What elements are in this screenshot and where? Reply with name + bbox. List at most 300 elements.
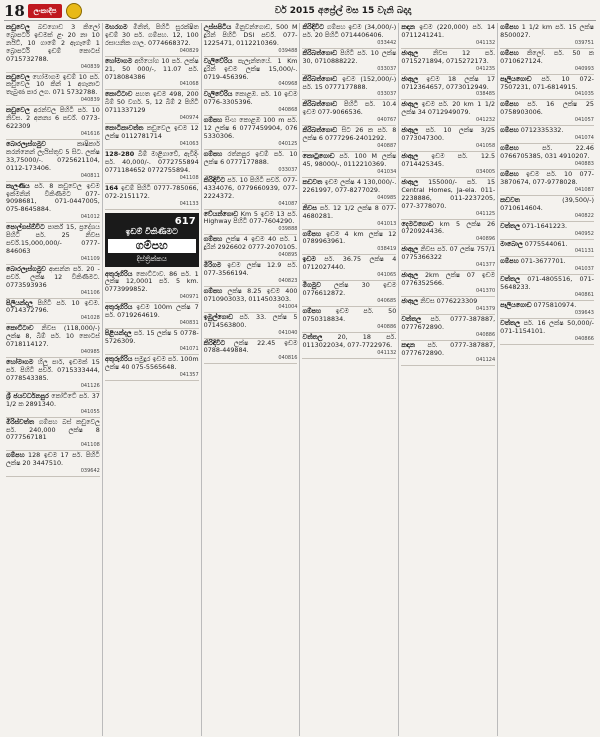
ad-text: මිනුවන්ගොඩ, 500 M දුරින් පිහිටි DSI පර්ච්. 077-1225471, 0112210369. — [203, 23, 298, 47]
ad-code: 040831 — [179, 320, 199, 327]
ad-heading: කොට්ටාව — [6, 324, 34, 333]
ad-code: 041132 — [476, 39, 496, 46]
ad-heading: හෝමාගම — [6, 358, 34, 367]
ad-heading: ජාඇල — [401, 296, 419, 305]
ad-heading: පෑලියගොඩ — [500, 301, 532, 310]
classified-ad — [401, 178, 495, 220]
seal-icon — [66, 3, 82, 19]
ad-text: ලක්ෂ 30 ඉඩම 0776612872. — [302, 281, 397, 298]
classified-ad — [401, 341, 495, 367]
ad-text: 128 ඉඩම 17 පර්. පිහිටි ලක්ෂ 20 3447510. — [6, 451, 100, 468]
ad-code: 038419 — [377, 246, 397, 253]
classified-ad — [302, 281, 396, 307]
ad-text: නිවස පර්. 07 ලක්ෂ 757/1 0775366322 — [401, 245, 496, 262]
ad-heading: ඉඩම — [302, 255, 316, 264]
ad-text: පිහිටි පර්. 10.4 ඉඩම 077-9066536. — [302, 100, 397, 117]
ad-text: පැලැන්තයේ. 1 Km දුරින් ඉඩම ලක්ෂ 15,000/-. 0719-456396. — [203, 56, 298, 81]
ad-code: 040985 — [377, 194, 397, 201]
ad-code: 041126 — [80, 382, 100, 389]
classified-ad — [500, 319, 594, 345]
ad-text: ඉඩම ලක්ෂ 12.9 පර්. 077-3566194. — [203, 261, 298, 278]
ad-heading: හෝමාගම — [104, 56, 133, 65]
ad-heading: ජාඇල — [401, 126, 419, 135]
classified-ad — [204, 90, 298, 116]
ad-text: සිංහ කොළඹ 100 m පර්. 12 ලක්ෂ 6 0777459904, 076 5330306. — [203, 116, 298, 141]
ad-heading: වත්තල — [500, 275, 520, 284]
classified-ad — [6, 392, 100, 418]
ad-heading: පොල්ගස්ඕවිට — [6, 223, 45, 232]
ad-code: 040968 — [278, 81, 298, 88]
classified-ad — [302, 204, 396, 230]
ad-heading: පෑලියගොඩ — [500, 74, 532, 83]
ad-text: පර්. 16 ලක්ෂ 25 0758903006. — [500, 100, 594, 117]
ad-code: 041235 — [476, 65, 496, 72]
ad-text: පිහිටි පර්. 10 ලක්ෂ 30, 0710888222. — [302, 48, 397, 65]
classified-ad — [105, 150, 199, 184]
classified-ad — [105, 23, 199, 57]
ad-code: 041616 — [80, 130, 100, 137]
classified-ad — [204, 150, 298, 176]
ad-heading: කැලණිය — [6, 181, 30, 190]
ad-text: ඉඩම පර්. 20 km 1 1/2 ලක්ෂ 34 0712949079. — [401, 100, 496, 117]
ad-text: ඉඩම (220,000) පර්. 14 0711241241. — [401, 23, 496, 39]
ad-code: 040993 — [574, 65, 594, 72]
ad-text: පර්. 16 ලක්ෂ 50,000/- 071-1154101. — [500, 319, 594, 335]
ad-text: (39,500/-) 0710614604. — [500, 195, 594, 212]
classified-ad — [401, 220, 495, 246]
classified-ad — [105, 124, 199, 150]
classified-ad — [500, 126, 594, 144]
ad-heading: කඩුවෙල — [6, 72, 30, 81]
ad-text: නිවස (118,000/-) ලක්ෂ 8, බිම් පර්. 10 කොටස් 0718114127. — [6, 324, 100, 349]
ad-text: පිහිටි පර්. 10 ඉඩම. 0714372796. — [6, 298, 100, 315]
classified-ad — [500, 49, 594, 75]
classified-ad — [302, 100, 396, 126]
ad-heading: කඩුවෙල — [6, 106, 30, 115]
ad-heading: කිරිඳිවිට — [203, 175, 226, 184]
ad-text: රත්නපුර ඉඩම් පර්. 10 ලක්ෂ 6 0777177888. — [203, 149, 298, 166]
ad-text: ඉඩම පර්. 12.5 0714425345. — [401, 152, 496, 168]
ad-code: 041106 — [80, 289, 100, 296]
ad-heading: උස්සපිටිය — [203, 23, 232, 31]
ad-code: 040811 — [80, 172, 100, 179]
ad-code: 040895 — [278, 252, 298, 259]
ad-code: 041071 — [179, 345, 199, 352]
classified-ad — [105, 90, 199, 124]
ad-heading: මිරිස්වත්ත — [6, 417, 35, 426]
ad-text: ඉඩම ලක්ෂ 4 130,000/-. 2261997, 077-8277029. — [302, 177, 397, 194]
classified-ad — [6, 182, 100, 224]
ad-heading: මහරගම — [104, 23, 128, 31]
ad-heading: ගම්පහ — [500, 257, 519, 266]
ad-heading: නිවස — [302, 203, 317, 212]
ad-heading: ශ්‍රී ජයවර්ධනපුර — [6, 391, 49, 400]
ad-column — [498, 23, 596, 736]
ad-column — [399, 23, 498, 736]
ad-text: 20, 18 පර්. 0113022034, 077-7722976. — [302, 332, 397, 349]
page-number: 18 — [4, 2, 25, 20]
classified-ad — [6, 73, 100, 107]
ad-column — [202, 23, 301, 736]
ad-text: පර්. 12 1/2 ලක්ෂ 8 077-4680281. — [302, 203, 397, 220]
ad-text: කඩුවෙල ඉඩම 12 ලක්ෂ 0112781714 — [104, 124, 199, 141]
ad-code: 040971 — [179, 294, 199, 301]
ad-heading: ගම්පහ — [203, 116, 223, 125]
ad-heading: බොරලැස්ගමුව — [6, 139, 46, 148]
ad-code: 040952 — [574, 230, 594, 237]
ad-code: 041037 — [574, 266, 594, 273]
ad-code: 041108 — [179, 174, 199, 181]
ad-heading: අතුරුගිරිය — [104, 354, 133, 363]
classified-ad — [204, 261, 298, 287]
section-line3: දිස්ත්‍රික්කය — [136, 254, 167, 263]
classified-ad — [204, 339, 298, 365]
classified-ad — [500, 275, 594, 301]
section-line1: ඉඩම් විකිණීමට — [125, 226, 178, 236]
ad-text: අරන්වල පිහිටි පර්. 10 නිවස. 2 අනන්‍ය 6 පර්ච්. 0773-622309 — [6, 106, 100, 131]
ad-text: ඉඩම පර්. 10 077-3870674, 077-9778028. — [500, 169, 594, 186]
ad-heading: වත්තල — [500, 319, 520, 328]
ad-heading: ගම්පහ — [500, 144, 519, 153]
classified-ad — [204, 176, 298, 210]
ad-heading: වැලිවේරිය — [203, 90, 233, 99]
ad-code: 039642 — [80, 468, 100, 475]
ad-code: 040829 — [179, 47, 199, 54]
classified-ad — [302, 75, 396, 101]
ad-heading: කිරිඳිවිට — [203, 338, 226, 347]
ad-heading: කිරිබත්ගොඩ — [302, 48, 338, 57]
classified-ad — [204, 210, 298, 236]
ad-heading: කිරිබත්ගොඩ — [302, 74, 338, 83]
classified-ad — [6, 451, 100, 477]
ad-code: 041068 — [179, 81, 199, 88]
ad-columns — [4, 21, 596, 736]
ad-heading: ගම්පහ — [302, 306, 322, 315]
ad-code: 040822 — [574, 212, 594, 219]
classified-ad — [204, 116, 298, 150]
ad-code: 040839 — [80, 97, 100, 104]
classified-ad — [401, 271, 495, 297]
ad-code: 040974 — [179, 115, 199, 122]
classified-ad — [6, 140, 100, 182]
ad-heading: කඩවත — [500, 195, 520, 204]
classified-ad — [500, 257, 594, 275]
ad-code: 041125 — [476, 210, 496, 217]
ad-text: ඉඩම 18 ලක්ෂ 17 0712364657, 0773012949. — [401, 74, 496, 91]
ad-text: පර්. 8 කඩුවෙල ඉඩම ඉක්මනින් විකිණීමට 077-9098681, 071-0447005, 075-8645884. — [6, 181, 100, 214]
classified-ad — [105, 270, 199, 304]
ad-text: අභියෝග 10 පර්. ලක්ෂ 21, 50 000/-, 11.07 පර්. 0718084386 — [104, 56, 199, 81]
classified-ad — [6, 106, 100, 140]
ad-text: 0775544061. — [524, 239, 568, 248]
ad-column — [300, 23, 399, 736]
ad-text: ඉඩම 4 km ලක්ෂ 12 0789963961. — [302, 229, 397, 246]
page-header — [4, 2, 596, 21]
ad-heading: ගම්පහ — [500, 48, 519, 57]
ad-heading: ජාඇල — [401, 245, 419, 254]
ad-heading: අතුරුගිරිය — [104, 269, 133, 278]
classified-ad — [401, 126, 495, 152]
ad-code: 040861 — [574, 292, 594, 299]
classified-ad — [500, 196, 594, 222]
ad-text: නිවස 12 පර්. 0715271894, 0715272173. — [401, 48, 496, 65]
ad-text: km 5 ලක්ෂ 26 0720924436. — [401, 219, 496, 236]
ad-code: 041004 — [278, 303, 298, 310]
ad-heading: ගම්පහ — [203, 235, 223, 244]
ad-text: පර්. 22.46 0766705385, 031 4910207. — [500, 144, 594, 161]
ad-code: 041057 — [574, 117, 594, 124]
classified-ad — [401, 245, 495, 271]
ad-text: ආසන්න පර්. 20 - පර්ච්. ලක්ෂ 12 විකිණීමට. 0773593936 — [6, 264, 100, 289]
classified-ad — [302, 307, 396, 333]
ad-heading: ගම්පහ — [6, 451, 25, 460]
ad-heading: ජාඇල — [401, 271, 419, 280]
ad-heading: කොට්ටාව — [104, 90, 133, 99]
classified-ad — [500, 75, 594, 101]
ad-heading: ජාඇල — [401, 152, 419, 161]
ad-text: හිලූ පාර්, ඉඩමක් 15 පර්. පිහිටි පර්ච්. 0715333444, 0778543385. — [6, 358, 100, 382]
classified-ad — [204, 23, 298, 57]
ad-heading: ගම්පහ — [203, 149, 223, 158]
classified-ad — [204, 313, 298, 339]
ad-text: කොළඹ. පර්. 10 ඉඩම 0776-3305396. — [203, 90, 298, 107]
ad-text: පර්. 0777-387887, 0777672890. — [401, 340, 496, 357]
classified-ad — [500, 100, 594, 126]
classified-ad — [6, 265, 100, 299]
ad-heading: පිළියන්දල — [104, 329, 132, 338]
ad-text: ඉඩම පර්. 50 0750318834. — [302, 306, 397, 323]
ad-text: කෝට්ටේ පර්. 37 1/2 ක 2891340. — [6, 391, 100, 408]
classified-ad — [204, 287, 298, 313]
classified-ad — [6, 358, 100, 392]
ad-code: 041379 — [476, 305, 496, 312]
classified-ad — [302, 255, 396, 281]
classified-ad — [302, 178, 396, 204]
ad-text: ලක්ෂ 22.45 ඉඩම 0788-449884. — [203, 338, 298, 355]
classified-ad — [204, 235, 298, 261]
ad-text: ඉඩම 100m ලක්ෂ 7 පර්. 0719264619. — [104, 303, 199, 320]
ad-code: 033037 — [278, 166, 298, 173]
ad-code: 041087 — [278, 200, 298, 207]
ad-heading: කොටිකාවත්ත — [104, 124, 144, 133]
ad-text: පර්. 10 072-7507231, 071-6814915. — [500, 74, 594, 91]
ad-text: ලක්ෂ 8.25 ඉඩම 400 0710903033, 0114503303. — [203, 286, 298, 303]
ad-text: පහත ඉඩම 498, 200 බිම් 50 වර්ග. 5, 12 බිම් 2 පිහිටි 0711337129 — [104, 90, 199, 115]
ad-text: පර්. 10 පිහිටි පර්ච්. 077-4334076, 0779660939, 077-2224372. — [203, 175, 298, 200]
ad-text: පර්. 36.75 ලක්ෂ 4 0712027440. — [302, 255, 397, 272]
ad-text: නිවස 0776223309 — [420, 296, 478, 305]
ad-code: 040886 — [377, 323, 397, 330]
ad-text: 155000/- පර්. 15 Central Homes, Ja-ela. 011-2238886, 011-2237205, 077-3778070. — [401, 177, 496, 210]
ad-heading: කඳාන — [401, 340, 415, 349]
ad-code: 041058 — [476, 143, 496, 150]
ad-heading: 164 — [104, 183, 119, 192]
ad-code: 040866 — [574, 335, 594, 342]
ad-text: 0712335332. — [520, 126, 564, 135]
classified-ad — [401, 100, 495, 126]
ad-heading: දෙමටගොඩ — [401, 219, 434, 228]
ad-text: Km 5 ඉඩම 13 පර්. Highway පිහිටි 077-7604290. — [203, 209, 298, 226]
classified-ad — [302, 152, 396, 178]
ad-code: 041124 — [476, 357, 496, 364]
ad-text: පර්. 0777-387887, 0777672890. — [401, 314, 496, 331]
ad-heading: වේයන්ගොඩ — [203, 209, 239, 218]
ad-code: 038485 — [476, 91, 496, 98]
ad-heading: ගම්පහ — [203, 286, 223, 295]
ad-text: සමුදුර ඉඩම පර්. 100m ලක්ෂ 40 075-5565648. — [104, 354, 199, 371]
ad-code: 040685 — [377, 297, 397, 304]
ad-code: 041131 — [574, 248, 594, 255]
ad-code: 039488 — [278, 47, 298, 54]
ad-code: 041132 — [377, 349, 397, 356]
ad-text: පර්. 100 M ලක්ෂ 45, 98000/-, 0112210369. — [302, 152, 397, 168]
ad-code: 040823 — [278, 277, 298, 284]
ad-code: 039888 — [278, 226, 298, 233]
ad-code: 039643 — [574, 310, 594, 317]
ad-heading: ගම්පහ — [500, 23, 519, 31]
classified-ad — [500, 144, 594, 170]
ad-code: 041232 — [476, 117, 496, 124]
ad-code: 040868 — [278, 107, 298, 114]
ad-column — [103, 23, 202, 736]
ad-code: 040887 — [377, 143, 397, 150]
ad-code: 041034 — [377, 168, 397, 175]
ad-heading: කඩුවෙල — [6, 23, 30, 31]
ad-text: කිලෝ. පර්. 50 ක 0710627124. — [500, 48, 594, 65]
ad-text: ලක්ෂ 4 ඉඩම 40 පර්. 1 දුරින් 2926602 0777-2070105. — [203, 235, 298, 252]
ad-heading: වත්තල — [500, 221, 520, 230]
ad-code: 034005 — [476, 168, 496, 175]
ad-heading: අතුරුගිරිය — [104, 303, 133, 312]
ad-code: 033442 — [377, 39, 397, 46]
ad-heading: මීගමුව — [302, 281, 321, 290]
classified-ad — [500, 170, 594, 196]
classified-ad — [302, 49, 396, 75]
ad-code: 040125 — [278, 140, 298, 147]
classified-ad — [500, 240, 594, 258]
ad-code: 040985 — [80, 349, 100, 356]
ad-heading: වත්තල — [302, 332, 323, 341]
ad-heading: ඉඹුල්ගොඩ — [203, 312, 234, 321]
classified-ad — [105, 57, 199, 91]
ad-heading: පිලියන්දල — [6, 298, 33, 307]
classified-ad — [105, 329, 199, 355]
ad-text: ඉඩම (152,000/-) පර්. 15 0777177888. — [302, 74, 397, 91]
ad-code: 039751 — [574, 39, 594, 46]
ad-text: 0775810974. — [533, 301, 577, 310]
ad-text: 1 1/2 km පර්. 15 ලක්ෂ 8500027. — [500, 23, 594, 39]
ad-column — [4, 23, 103, 736]
ad-code: 041357 — [179, 371, 199, 378]
ad-code: 040883 — [574, 160, 594, 167]
ad-heading: ජාඇල — [401, 100, 419, 109]
ad-text: ගම්පහ බස් කඩුවෙල පර්. 240,000 ලක්ෂ 8 0777567181 — [6, 417, 100, 442]
ad-code: 033037 — [377, 65, 397, 72]
ad-text: පර්. 10 ලක්ෂ 3/25 0773047300. — [401, 126, 496, 143]
ad-heading: ගම්පහ — [500, 169, 519, 178]
ad-text: පර්. 33. ලක්ෂ 5 0714563800. — [203, 312, 298, 329]
classified-ad — [105, 303, 199, 329]
ad-code: 041028 — [80, 315, 100, 322]
ad-text: කොට්ටාව. 86 පර්. 1 ලක්ෂ 12,0001 පර්. 5 km. 0773999852. — [104, 269, 199, 294]
ad-code: 041055 — [80, 408, 100, 415]
section-box-617 — [105, 213, 199, 267]
classified-ad — [6, 23, 100, 73]
classified-ad — [401, 23, 495, 49]
ad-code: 041065 — [377, 272, 397, 279]
ad-text: හෝමාගම ඉඩම් 10 පර්. කඩුවෙල 10 කින් 1 අගෑනාට තැබුණ පාර ලග. 071 5732788. — [6, 72, 100, 97]
classified-ad — [401, 49, 495, 75]
ad-text: සිට 26 ක පර්. 8 ලක්ෂ 6 0777296-2401292. — [302, 126, 397, 143]
ad-text: 071-1641223. — [522, 221, 568, 230]
ad-text: 071-4805516, 071-5648233. — [500, 275, 594, 292]
ad-code: 041377 — [476, 262, 496, 269]
ad-heading: ජාඇල — [401, 177, 419, 186]
ad-code: 040896 — [476, 236, 496, 243]
ad-code: 041109 — [80, 255, 100, 262]
ad-heading: බොරලැස්ගමුව — [6, 264, 46, 273]
ad-heading: ජාඇල — [401, 74, 419, 83]
classified-ad — [401, 75, 495, 101]
classified-ad — [500, 222, 594, 240]
ad-text: බිම් මාළිගාවේ, ඇවිදිං පර්. 40,000/-. 0772755894 0771184652 0772755894. — [104, 149, 199, 174]
ad-code: 033037 — [377, 91, 397, 98]
ad-heading: මීරිගම — [203, 261, 222, 270]
ad-heading: ගම්පහ — [500, 100, 519, 109]
ad-heading: 128-280 — [104, 149, 135, 158]
classified-ad — [204, 57, 298, 91]
classified-ad — [401, 297, 495, 315]
ad-heading: කිරිබත්ගොඩ — [302, 126, 338, 135]
ad-text: පාර්ක් 15, ප්‍රදේශය පිහිටි පර්. 25 නිවස පර්ච්.15,000,000/- 0777-846063 — [6, 223, 100, 255]
classified-ad — [6, 223, 100, 265]
classified-ad — [401, 315, 495, 341]
ad-text: පර්. 15 ලක්ෂ 5 0778-5726309. — [104, 329, 199, 345]
ad-code: 041074 — [574, 135, 594, 142]
ad-code: 041035 — [574, 91, 594, 98]
ad-text: බඩගොඩ 3 කිලෝ බ්‍රොපර්ටි ඉඩමක් ළං 20 නා 10 නයිට්, 10 ගාමේ 2 ඇගෑමේ 1 බ්‍රොපර්ටි ඉඩම් කොටස් 0715732788. — [6, 23, 100, 63]
ad-code: 041040 — [278, 329, 298, 336]
classified-ad — [105, 184, 199, 210]
classified-ad — [6, 299, 100, 325]
ad-heading: වත්තල — [401, 314, 422, 323]
section-title: ගම්පහ — [108, 239, 196, 253]
newspaper-logo: ලංකාදීප — [28, 4, 62, 18]
ad-code: 040839 — [80, 63, 100, 70]
classified-ad — [302, 230, 396, 256]
classified-ad — [302, 333, 396, 359]
classified-ad — [302, 126, 396, 152]
ad-code: 041063 — [179, 140, 199, 147]
ad-code: 041013 — [377, 220, 397, 227]
ad-code: 040767 — [377, 117, 397, 124]
ad-text: කෘෂිකාර් කරන්නෙන් ලැයිස්තුව 5 සිට. ලක්ෂ 33,75000/-. 0725621104, 0112-173406. — [6, 139, 100, 172]
ad-heading: ගම්පහ — [500, 126, 519, 135]
dateline: වර් 2015 අප්‍රේල් මස 15 වැනි බදාදා — [274, 6, 412, 16]
ad-text: ගම්පහ ඉඩම (34,000/-) පර්. 20 පිහිටි 0714406406. — [302, 23, 397, 39]
ad-text: ඉඩම් පිහිටි 0777-785066, 072-2151172. — [104, 183, 199, 200]
ad-code: 041108 — [80, 442, 100, 449]
classified-ad — [105, 355, 199, 381]
ad-text: මිනිත්, පිහිටි සුරක්ෂිත ඉඩම් 30 පර්. ගම්පහ. 12, 100 රසායනික ගාල. 0774668372. — [104, 23, 199, 47]
ad-code: 041087 — [574, 186, 594, 193]
ad-heading: කිරිබත්ගොඩ — [302, 100, 338, 109]
ad-heading: කොටුගොඩ — [302, 152, 335, 161]
ad-heading: ජාඇල — [401, 48, 419, 57]
classified-ad — [500, 301, 594, 319]
ad-text: 071-3677701. — [520, 257, 566, 266]
ad-heading: කිරිඳිවිට — [302, 23, 324, 31]
